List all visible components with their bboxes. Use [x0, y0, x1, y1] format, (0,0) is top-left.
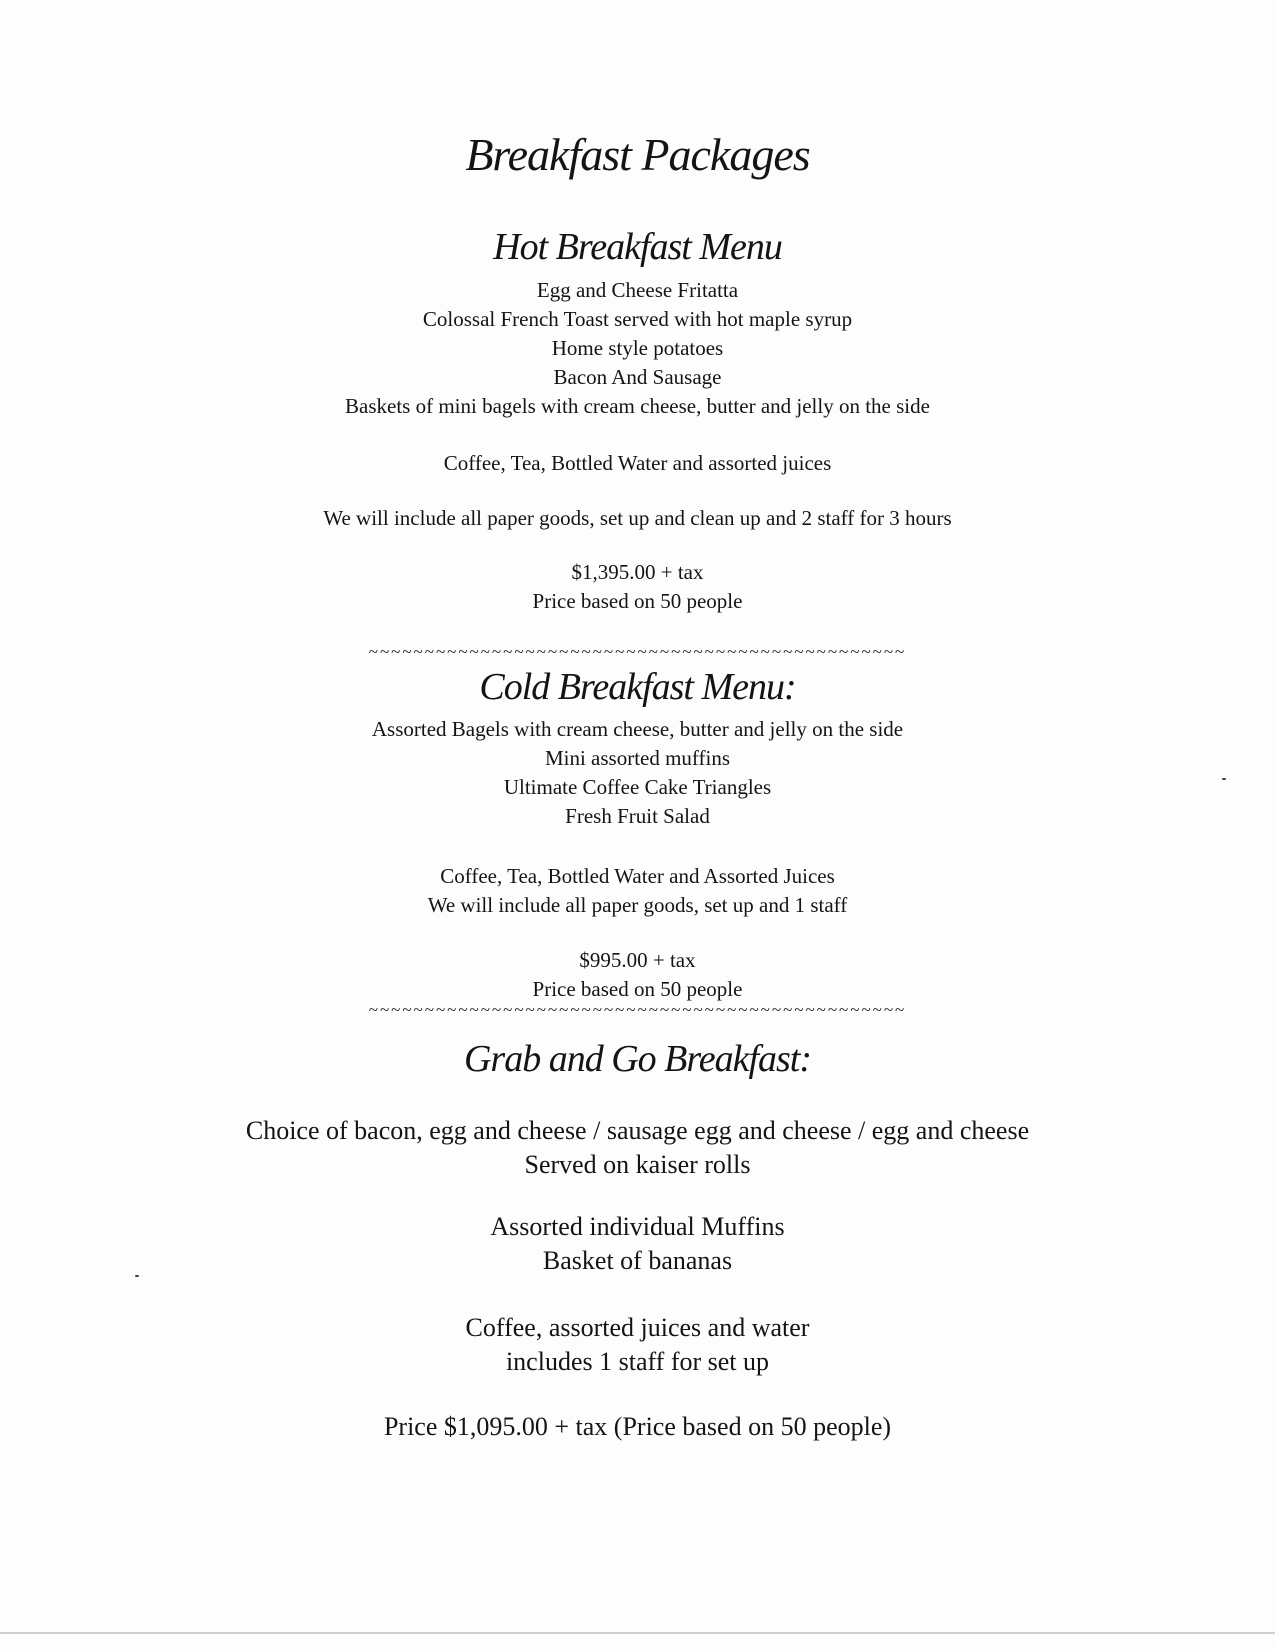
menu-item: Colossal French Toast served with hot maple syrup: [422, 307, 853, 331]
cold-service: We will include all paper goods, set up and 1 staff: [427, 893, 848, 917]
hot-price: $1,395.00 + tax: [571, 560, 704, 584]
grab-drinks: Coffee, assorted juices and water: [465, 1313, 810, 1342]
grab-drinks-block: [0, 1311, 1275, 1379]
cold-price-basis: Price based on 50 people: [532, 977, 743, 1001]
menu-item: Fresh Fruit Salad: [565, 804, 710, 828]
cold-breakfast-items: [0, 715, 1275, 831]
section-divider: ~~~~~~~~~~~~~~~~~~~~~~~~~~~~~~~~~~~~~~~~~~~~~~~~: [368, 642, 907, 661]
menu-item: Baskets of mini bagels with cream cheese, butter and jelly on the side: [345, 394, 930, 418]
grab-muffins: Assorted individual Muffins: [490, 1212, 785, 1241]
grab-choice-block: [0, 1114, 1275, 1182]
cold-breakfast-heading: Cold Breakfast Menu:: [479, 666, 796, 708]
menu-item: Egg and Cheese Fritatta: [536, 278, 739, 302]
cold-price: $995.00 + tax: [579, 948, 696, 972]
grab-choice: Choice of bacon, egg and cheese / sausage egg and cheese / egg and cheese: [245, 1116, 1030, 1145]
menu-item: Mini assorted muffins: [544, 746, 731, 770]
cold-notes: [0, 862, 1275, 920]
grab-staff: includes 1 staff for set up: [505, 1347, 770, 1376]
cold-drinks: Coffee, Tea, Bottled Water and Assorted Juices: [440, 864, 835, 888]
grab-and-go-heading: Grab and Go Breakfast:: [463, 1038, 812, 1080]
hot-service: We will include all paper goods, set up and clean up and 2 staff for 3 hours: [323, 506, 952, 530]
grab-price: Price $1,095.00 + tax (Price based on 50 people): [383, 1412, 892, 1441]
menu-item: Assorted Bagels with cream cheese, butter and jelly on the side: [371, 717, 904, 741]
hot-price-basis: Price based on 50 people: [532, 589, 743, 613]
menu-item: Home style potatoes: [551, 336, 724, 360]
cold-pricing: [0, 946, 1275, 1004]
scan-edge: [0, 1632, 1275, 1634]
hot-pricing: [0, 558, 1275, 616]
hot-breakfast-heading: Hot Breakfast Menu: [493, 226, 782, 268]
scan-speck: [135, 1275, 139, 1277]
hot-drinks: Coffee, Tea, Bottled Water and assorted juices: [443, 451, 832, 475]
page-title: Breakfast Packages: [465, 129, 810, 180]
section-divider: ~~~~~~~~~~~~~~~~~~~~~~~~~~~~~~~~~~~~~~~~~~~~~~~~: [368, 1000, 907, 1019]
grab-served: Served on kaiser rolls: [524, 1150, 751, 1179]
grab-extras-block: [0, 1210, 1275, 1278]
grab-bananas: Basket of bananas: [542, 1246, 733, 1275]
scan-speck: [1222, 778, 1226, 780]
menu-item: Ultimate Coffee Cake Triangles: [503, 775, 772, 799]
menu-item: Bacon And Sausage: [553, 365, 722, 389]
hot-breakfast-items: [0, 276, 1275, 421]
